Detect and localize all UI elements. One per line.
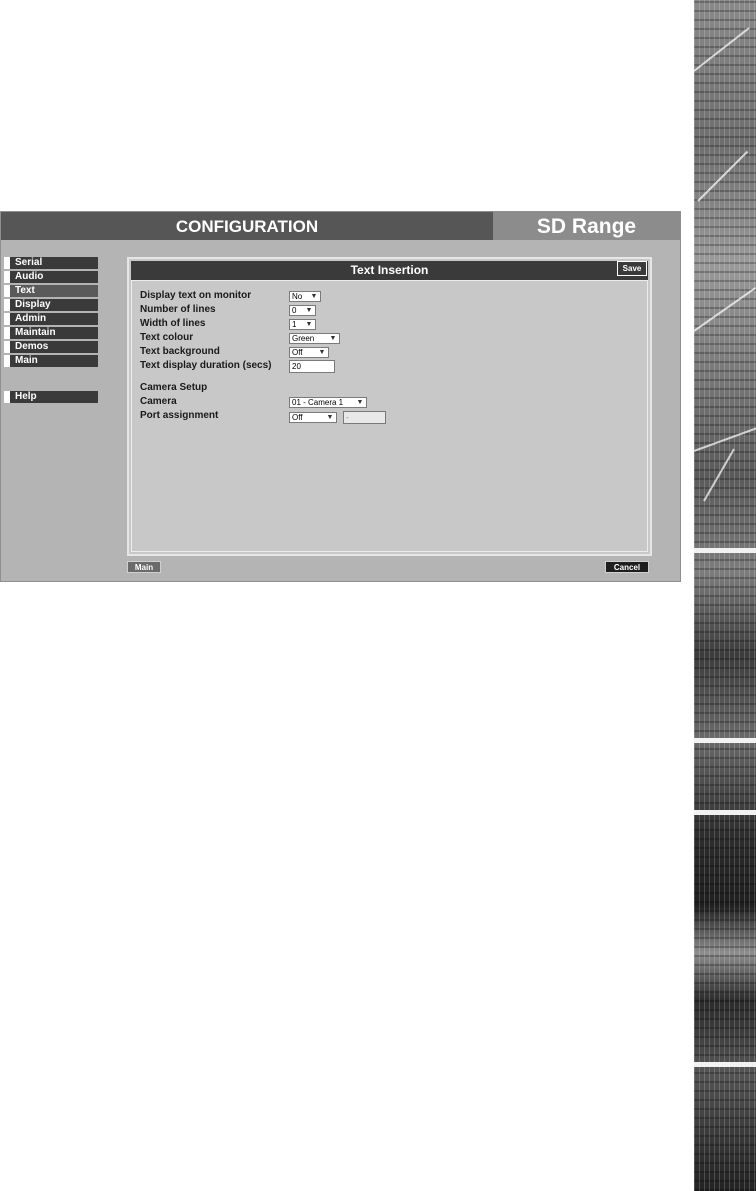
text-colour-label: Text colour <box>140 332 194 343</box>
width-of-lines-select[interactable]: 1 ▼ <box>289 319 316 330</box>
sidebar-item-demos[interactable]: Demos <box>4 341 98 353</box>
sidebar-item-admin[interactable]: Admin <box>4 313 98 325</box>
display-duration-input[interactable]: 20 <box>289 360 335 373</box>
main-button[interactable]: Main <box>127 561 161 573</box>
display-text-label: Display text on monitor <box>140 290 252 301</box>
window-header <box>1 212 680 240</box>
text-background-label: Text background <box>140 346 220 357</box>
number-of-lines-label: Number of lines <box>140 304 216 315</box>
sidebar-item-display[interactable]: Display <box>4 299 98 311</box>
camera-setup-heading: Camera Setup <box>140 382 208 393</box>
sidebar-item-text[interactable]: Text <box>4 285 98 297</box>
decorative-grunge-strip <box>694 0 756 1191</box>
text-background-select[interactable]: Off ▼ <box>289 347 329 358</box>
product-name: SD Range <box>493 212 680 240</box>
number-of-lines-select[interactable]: 0 ▼ <box>289 305 316 316</box>
sidebar-item-serial[interactable]: Serial <box>4 257 98 269</box>
configuration-window <box>0 211 681 582</box>
text-colour-select[interactable]: Green ▼ <box>289 333 340 344</box>
sidebar-item-maintain[interactable]: Maintain <box>4 327 98 339</box>
sidebar-item-audio[interactable]: Audio <box>4 271 98 283</box>
chevron-down-icon: ▼ <box>310 293 318 300</box>
display-duration-label: Text display duration (secs) <box>140 360 272 371</box>
page-title: CONFIGURATION <box>1 212 493 240</box>
camera-select[interactable]: 01 - Camera 1 ▼ <box>289 397 367 408</box>
chevron-down-icon: ▼ <box>305 307 313 314</box>
panel-title: Text Insertion <box>131 261 648 280</box>
camera-label: Camera <box>140 396 177 407</box>
port-extra-input[interactable]: - <box>343 411 386 424</box>
cancel-button[interactable]: Cancel <box>605 561 649 573</box>
form-frame <box>131 280 648 552</box>
port-assignment-select[interactable]: Off ▼ <box>289 412 337 423</box>
port-assignment-label: Port assignment <box>140 410 219 421</box>
chevron-down-icon: ▼ <box>318 349 326 356</box>
text-insertion-panel <box>127 257 652 556</box>
chevron-down-icon: ▼ <box>356 399 364 406</box>
width-of-lines-label: Width of lines <box>140 318 206 329</box>
chevron-down-icon: ▼ <box>329 335 337 342</box>
sidebar-item-help[interactable]: Help <box>4 391 98 403</box>
sidebar-item-main[interactable]: Main <box>4 355 98 367</box>
display-text-select[interactable]: No ▼ <box>289 291 321 302</box>
chevron-down-icon: ▼ <box>326 414 334 421</box>
chevron-down-icon: ▼ <box>305 321 313 328</box>
save-button[interactable]: Save <box>617 261 647 276</box>
